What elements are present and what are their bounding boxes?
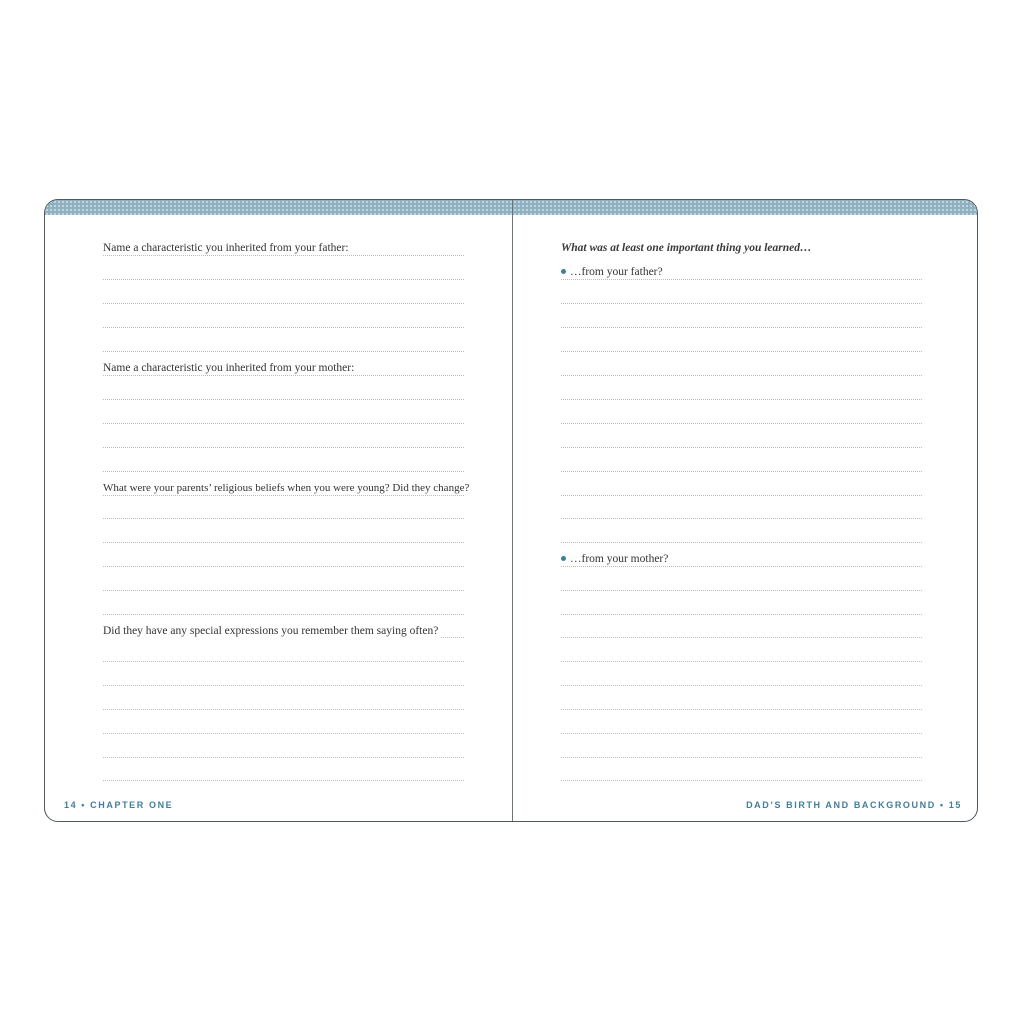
writing-line[interactable]: [561, 423, 922, 424]
writing-line[interactable]: [103, 709, 464, 710]
writing-line[interactable]: [103, 375, 464, 376]
writing-line[interactable]: [561, 542, 922, 543]
right-page-footer: DAD’S BIRTH AND BACKGROUND • 15: [746, 800, 962, 810]
writing-line[interactable]: [561, 780, 922, 781]
writing-line[interactable]: [103, 399, 464, 400]
writing-line[interactable]: [103, 255, 464, 256]
bullet-icon: [561, 556, 566, 561]
writing-line[interactable]: [103, 447, 464, 448]
prompt-from-father: …from your father?: [570, 266, 663, 278]
left-page-footer: 14 • CHAPTER ONE: [64, 800, 174, 810]
writing-line[interactable]: [561, 327, 922, 328]
writing-line[interactable]: [103, 495, 464, 496]
writing-line[interactable]: [561, 590, 922, 591]
writing-line[interactable]: [103, 279, 464, 280]
writing-line[interactable]: [561, 757, 922, 758]
writing-line[interactable]: [561, 351, 922, 352]
writing-line[interactable]: [561, 399, 922, 400]
writing-line[interactable]: [103, 351, 464, 352]
writing-line[interactable]: [103, 518, 464, 519]
writing-line[interactable]: [103, 590, 464, 591]
question-mother-characteristic: Name a characteristic you inherited from your mother:: [103, 362, 355, 374]
writing-line[interactable]: [103, 542, 464, 543]
writing-line[interactable]: [561, 637, 922, 638]
writing-line[interactable]: [561, 566, 922, 567]
writing-line[interactable]: [561, 614, 922, 615]
writing-line[interactable]: [561, 518, 922, 519]
writing-line[interactable]: [561, 685, 922, 686]
writing-line[interactable]: [561, 375, 922, 376]
writing-line[interactable]: [103, 327, 464, 328]
prompt-from-mother: …from your mother?: [570, 553, 669, 565]
left-page: [45, 200, 512, 821]
question-special-expressions: Did they have any special expressions you remember them saying often?: [103, 625, 439, 637]
writing-line[interactable]: [103, 614, 464, 615]
writing-line[interactable]: [561, 447, 922, 448]
writing-line[interactable]: [103, 733, 464, 734]
right-page-heading: What was at least one important thing you learned…: [561, 242, 812, 254]
open-journal-spread: [44, 199, 978, 822]
writing-line[interactable]: [103, 661, 464, 662]
writing-line[interactable]: [561, 471, 922, 472]
writing-line[interactable]: [561, 495, 922, 496]
writing-line[interactable]: [561, 303, 922, 304]
writing-line[interactable]: [561, 709, 922, 710]
writing-line[interactable]: [561, 661, 922, 662]
writing-line[interactable]: [103, 685, 464, 686]
writing-line[interactable]: [561, 279, 922, 280]
writing-line[interactable]: [561, 733, 922, 734]
right-page: [513, 200, 978, 821]
writing-line[interactable]: [103, 423, 464, 424]
writing-line[interactable]: [103, 471, 464, 472]
writing-line[interactable]: [103, 566, 464, 567]
writing-line[interactable]: [103, 757, 464, 758]
bullet-icon: [561, 269, 566, 274]
question-father-characteristic: Name a characteristic you inherited from your father:: [103, 242, 349, 254]
writing-line[interactable]: [103, 780, 464, 781]
question-religious-beliefs: What were your parents’ religious beliefs when you were young? Did they change?: [103, 482, 470, 494]
writing-line[interactable]: [103, 303, 464, 304]
